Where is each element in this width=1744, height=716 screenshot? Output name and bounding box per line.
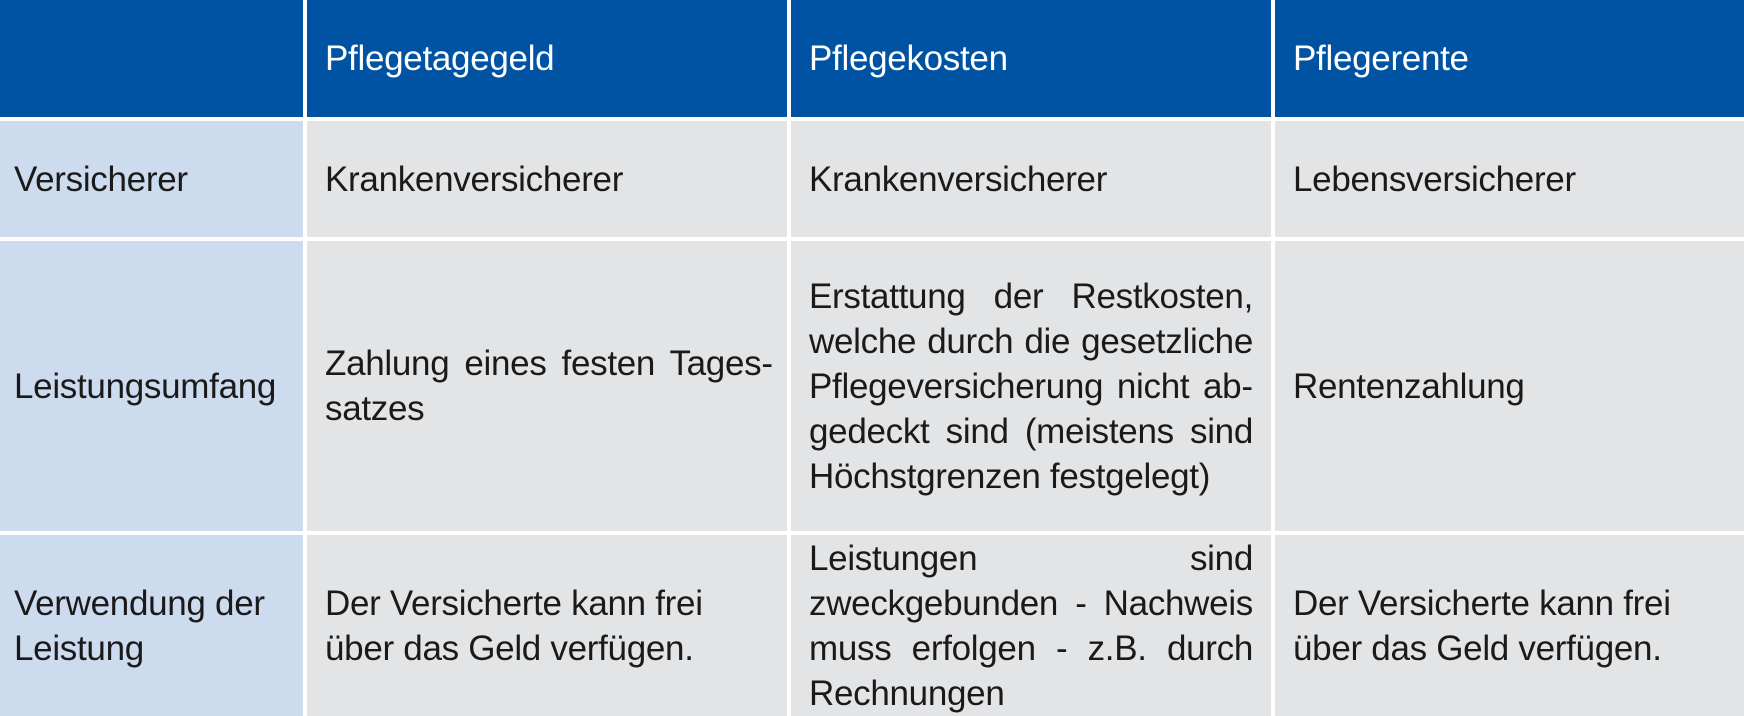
row-header-leistungsumfang	[0, 241, 303, 531]
table-cell	[1275, 121, 1744, 237]
column-header-label: Pflegetagegeld	[325, 39, 555, 78]
table-cell	[307, 241, 787, 531]
table-cell	[307, 535, 787, 716]
row-header-versicherer	[0, 121, 303, 237]
column-header-label: Pflegekosten	[809, 39, 1008, 78]
row-header-label: Versicherer	[14, 159, 188, 199]
column-header-label: Pflegerente	[1293, 39, 1469, 78]
cell-text: Zahlung eines festen Tagessatzes	[325, 344, 773, 428]
column-header-pflegerente	[1275, 0, 1744, 117]
row-header-label: Leistungsumfang	[14, 366, 277, 406]
cell-text: Rentenzahlung	[1293, 366, 1525, 406]
column-header-pflegekosten	[791, 0, 1271, 117]
cell-text: Krankenversicherer	[809, 159, 1108, 199]
row-header-verwendung-der-leistung	[0, 535, 303, 716]
row-header-label: Verwendung der Leistung	[14, 583, 265, 668]
table-cell	[791, 535, 1271, 716]
table-cell	[791, 241, 1271, 531]
table-cell	[1275, 241, 1744, 531]
column-header-pflegetagegeld	[307, 0, 787, 117]
cell-text: Krankenversicherer	[325, 159, 624, 199]
header-corner-cell	[0, 0, 303, 117]
cell-text: Leistungen sind zweckgebunden - Nachweis muss erfolgen - z.B. durch Rechnungen	[809, 538, 1253, 713]
cell-text: Der Versicherte kann frei über das Geld verfügen.	[325, 583, 703, 668]
table-cell	[307, 121, 787, 237]
cell-text: Der Versicherte kann frei über das Geld verfügen.	[1293, 583, 1671, 668]
table-cell	[791, 121, 1271, 237]
table-cell	[1275, 535, 1744, 716]
cell-text: Lebensversicherer	[1293, 159, 1576, 199]
cell-text: Erstattung der Restkosten, welche durch die gesetzliche Pflegeversicherung nicht abgedeckt sind (meistens sind Höchstgrenzen festgelegt)	[809, 276, 1253, 496]
